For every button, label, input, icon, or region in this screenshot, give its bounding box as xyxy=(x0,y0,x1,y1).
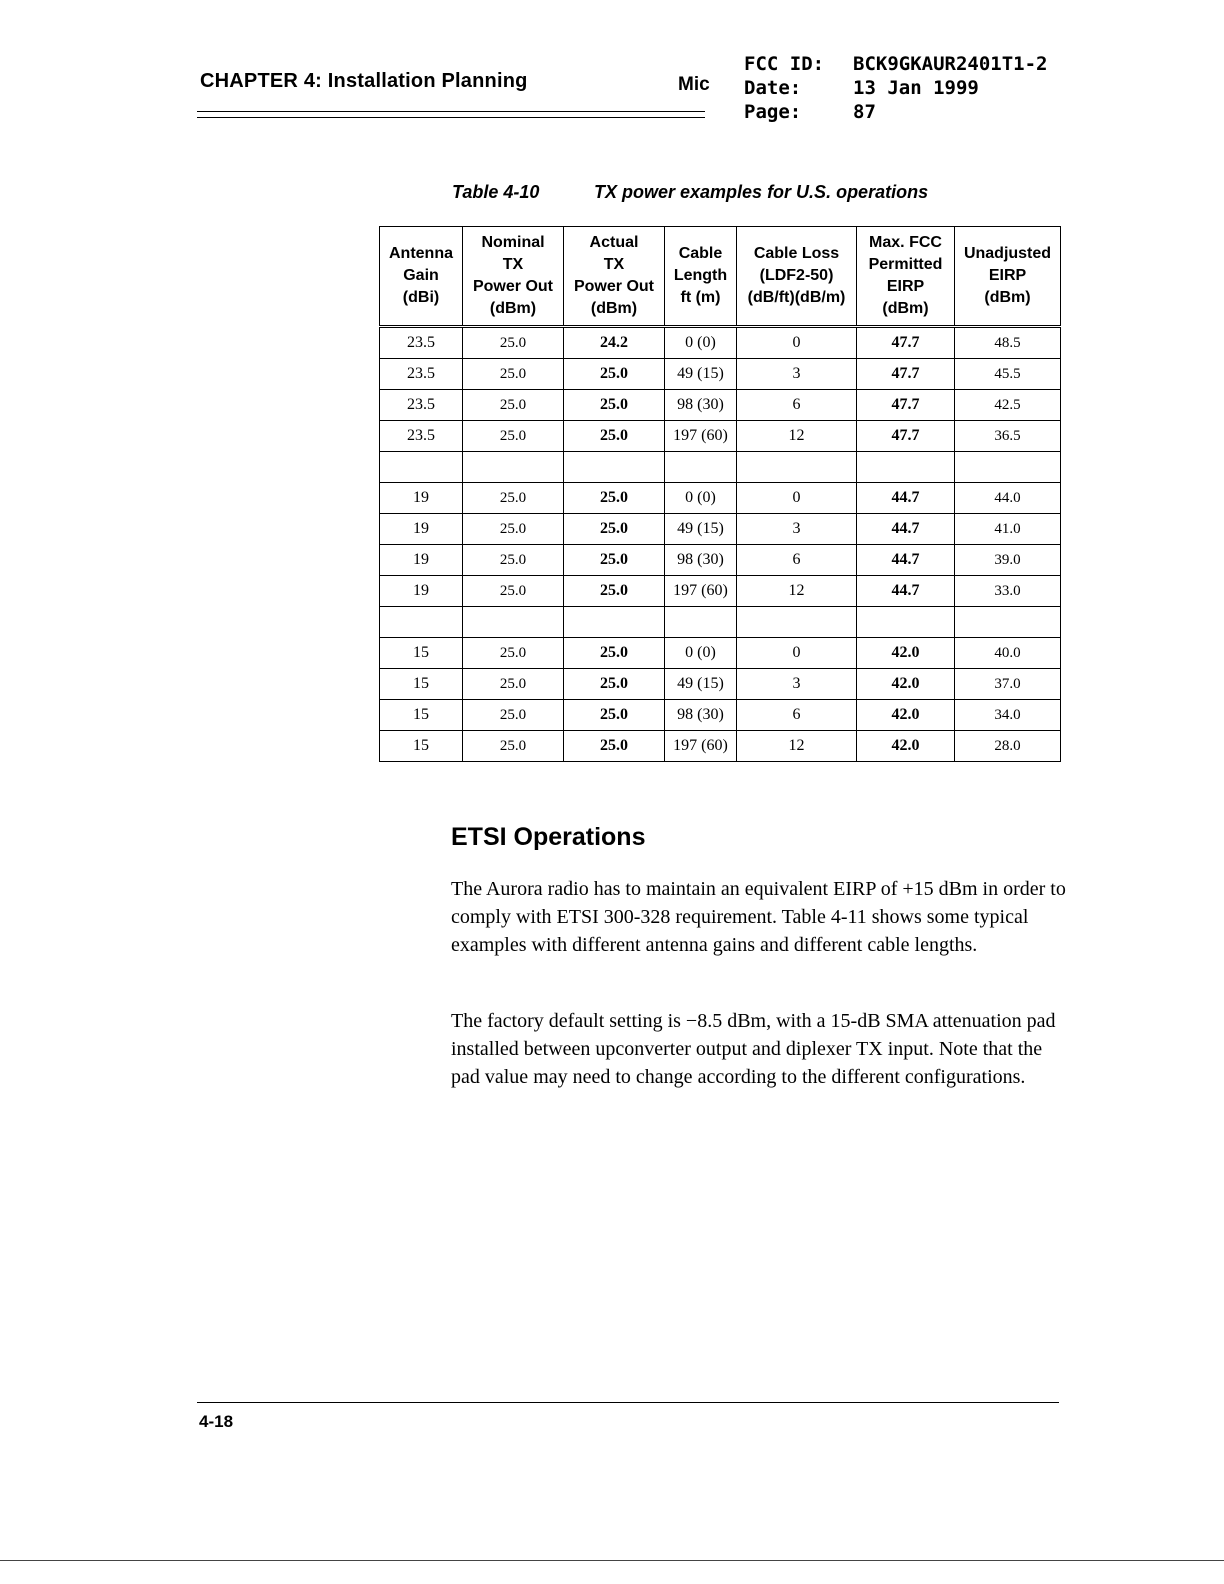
table-cell: 25.0 xyxy=(564,514,665,545)
date-value: 13 Jan 1999 xyxy=(853,77,979,99)
column-header xyxy=(857,227,955,327)
table-row xyxy=(380,390,1061,421)
table-caption xyxy=(452,182,928,203)
table-cell xyxy=(737,607,857,638)
table-cell: 25.0 xyxy=(564,545,665,576)
header-rule-top xyxy=(197,111,705,112)
table-cell: 44.7 xyxy=(857,514,955,545)
table-cell: 25.0 xyxy=(564,359,665,390)
table-cell: 25.0 xyxy=(463,731,564,762)
table-row xyxy=(380,421,1061,452)
table-cell: 25.0 xyxy=(564,731,665,762)
table-cell: 15 xyxy=(380,731,463,762)
page-value: 87 xyxy=(853,101,876,123)
column-header xyxy=(564,227,665,327)
table-cell: 25.0 xyxy=(463,421,564,452)
table-cell: 42.0 xyxy=(857,669,955,700)
table-cell: 0 xyxy=(737,327,857,359)
table-cell: 44.0 xyxy=(955,483,1061,514)
table-cell: 6 xyxy=(737,390,857,421)
table-cell: 15 xyxy=(380,638,463,669)
column-header-line: Unadjusted xyxy=(963,245,1052,262)
table-cell: 49 (15) xyxy=(665,669,737,700)
table-cell xyxy=(737,452,857,483)
table-header-row xyxy=(380,227,1061,327)
column-header-line: EIRP xyxy=(886,278,925,295)
table-cell xyxy=(665,607,737,638)
table-row xyxy=(380,452,1061,483)
column-header-line: (dBm) xyxy=(489,300,537,317)
table-cell: 19 xyxy=(380,576,463,607)
table-row xyxy=(380,731,1061,762)
column-header-line: Nominal xyxy=(481,234,545,251)
table-row xyxy=(380,483,1061,514)
table-cell: 25.0 xyxy=(564,483,665,514)
table-cell: 3 xyxy=(737,359,857,390)
table-cell xyxy=(380,607,463,638)
column-header xyxy=(463,227,564,327)
table-row xyxy=(380,638,1061,669)
table-cell: 197 (60) xyxy=(665,731,737,762)
header-rule-bottom xyxy=(197,117,705,118)
table-cell: 47.7 xyxy=(857,359,955,390)
table-cell: 34.0 xyxy=(955,700,1061,731)
table-cell: 25.0 xyxy=(463,576,564,607)
table-row xyxy=(380,576,1061,607)
page-label: Page: xyxy=(744,101,802,123)
column-header-line: Actual xyxy=(589,234,639,251)
table-cell: 0 (0) xyxy=(665,327,737,359)
table-cell: 28.0 xyxy=(955,731,1061,762)
column-header-line: Max. FCC xyxy=(869,234,942,251)
table-cell xyxy=(857,607,955,638)
table-cell: 23.5 xyxy=(380,327,463,359)
table-cell: 44.7 xyxy=(857,545,955,576)
table-cell: 15 xyxy=(380,669,463,700)
table-cell: 49 (15) xyxy=(665,359,737,390)
table-cell: 197 (60) xyxy=(665,421,737,452)
table-row xyxy=(380,327,1061,359)
table-cell: 19 xyxy=(380,545,463,576)
column-header-line: Permitted xyxy=(868,256,943,273)
table-cell: 25.0 xyxy=(463,545,564,576)
column-header-line: Antenna xyxy=(389,245,453,262)
table-cell: 3 xyxy=(737,669,857,700)
table-cell: 23.5 xyxy=(380,421,463,452)
table-cell: 12 xyxy=(737,731,857,762)
scan-edge-line xyxy=(0,1560,1224,1561)
table-cell: 47.7 xyxy=(857,327,955,359)
table-cell: 42.0 xyxy=(857,731,955,762)
table-row xyxy=(380,359,1061,390)
table-cell: 42.0 xyxy=(857,700,955,731)
table-cell: 197 (60) xyxy=(665,576,737,607)
column-header-line: TX xyxy=(502,256,524,273)
table-caption-number: Table 4-10 xyxy=(452,182,540,202)
table-cell: 24.2 xyxy=(564,327,665,359)
table-row xyxy=(380,700,1061,731)
column-header-line: (dBm) xyxy=(882,300,929,317)
table-cell: 98 (30) xyxy=(665,390,737,421)
table-cell: 0 xyxy=(737,483,857,514)
table-cell: 47.7 xyxy=(857,421,955,452)
table-body xyxy=(380,327,1061,762)
table-cell: 23.5 xyxy=(380,390,463,421)
footer-rule xyxy=(197,1402,1059,1403)
table-cell: 44.7 xyxy=(857,576,955,607)
table-cell: 25.0 xyxy=(564,576,665,607)
table-cell: 19 xyxy=(380,483,463,514)
column-header-line: EIRP xyxy=(988,267,1027,284)
table-cell: 42.5 xyxy=(955,390,1061,421)
table-cell xyxy=(380,452,463,483)
table-cell: 25.0 xyxy=(564,669,665,700)
column-header xyxy=(955,227,1061,327)
table-cell: 12 xyxy=(737,421,857,452)
table-cell: 0 (0) xyxy=(665,638,737,669)
table-cell: 25.0 xyxy=(564,638,665,669)
table-cell: 37.0 xyxy=(955,669,1061,700)
table-cell: 98 (30) xyxy=(665,545,737,576)
body-paragraph: The factory default setting is −8.5 dBm, with a 15-dB SMA attenuation pad installed between upconverter output and diplexer TX input. Note that the pad value may need to change according to the different configurations. xyxy=(451,1010,1056,1088)
table-cell: 12 xyxy=(737,576,857,607)
table-cell: 42.0 xyxy=(857,638,955,669)
column-header xyxy=(665,227,737,327)
table-cell xyxy=(564,452,665,483)
table-cell: 25.0 xyxy=(463,638,564,669)
table-cell xyxy=(463,452,564,483)
column-header xyxy=(380,227,463,327)
column-header-line: Gain xyxy=(403,267,439,284)
table-cell: 33.0 xyxy=(955,576,1061,607)
table-cell xyxy=(564,607,665,638)
table-cell xyxy=(955,452,1061,483)
column-header-line: (dBm) xyxy=(590,300,638,317)
page-number: 4-18 xyxy=(199,1412,234,1431)
table-cell xyxy=(665,452,737,483)
table-row xyxy=(380,514,1061,545)
column-header-line: Length xyxy=(673,267,728,284)
body-paragraph: The Aurora radio has to maintain an equivalent EIRP of +15 dBm in order to comply with ETSI 300-328 requirement. Table 4-11 shows some typical examples with different antenna gains and different cable lengths. xyxy=(451,878,1066,956)
tx-power-table xyxy=(379,226,1061,762)
table-cell: 25.0 xyxy=(463,390,564,421)
table-cell: 39.0 xyxy=(955,545,1061,576)
column-header-line: Cable xyxy=(678,245,723,262)
column-header-line: ft (m) xyxy=(680,289,721,306)
table-cell: 25.0 xyxy=(564,700,665,731)
table-cell: 25.0 xyxy=(463,483,564,514)
table-cell: 45.5 xyxy=(955,359,1061,390)
table-cell: 0 xyxy=(737,638,857,669)
table-cell: 98 (30) xyxy=(665,700,737,731)
section-heading: ETSI Operations xyxy=(451,823,646,851)
table-cell: 25.0 xyxy=(564,421,665,452)
date-label: Date: xyxy=(744,77,802,99)
chapter-title: CHAPTER 4: Installation Planning xyxy=(200,70,528,92)
table-cell: 6 xyxy=(737,545,857,576)
column-header-line: (dB/ft)(dB/m) xyxy=(747,289,846,306)
column-header-line: Power Out xyxy=(573,278,654,295)
table-cell: 25.0 xyxy=(463,514,564,545)
table-cell: 25.0 xyxy=(463,700,564,731)
table-cell: 6 xyxy=(737,700,857,731)
table-row xyxy=(380,607,1061,638)
table-cell: 49 (15) xyxy=(665,514,737,545)
table-cell: 19 xyxy=(380,514,463,545)
column-header-line: (LDF2-50) xyxy=(759,267,834,284)
table-caption-title: TX power examples for U.S. operations xyxy=(594,182,929,202)
table-cell: 3 xyxy=(737,514,857,545)
table-cell xyxy=(955,607,1061,638)
table-row xyxy=(380,669,1061,700)
table-cell: 0 (0) xyxy=(665,483,737,514)
table-cell: 48.5 xyxy=(955,327,1061,359)
table-cell: 44.7 xyxy=(857,483,955,514)
column-header-line: Power Out xyxy=(472,278,553,295)
table-row xyxy=(380,545,1061,576)
table-cell xyxy=(463,607,564,638)
table-cell: 15 xyxy=(380,700,463,731)
fcc-id-label: FCC ID: xyxy=(744,53,825,75)
column-header-line: TX xyxy=(603,256,625,273)
column-header-line: (dBm) xyxy=(984,289,1031,306)
column-header-line: (dBi) xyxy=(402,289,440,306)
column-header xyxy=(737,227,857,327)
table-cell: 25.0 xyxy=(564,390,665,421)
table-cell: 47.7 xyxy=(857,390,955,421)
table-cell: 40.0 xyxy=(955,638,1061,669)
fcc-id-value: BCK9GKAUR2401T1-2 xyxy=(853,53,1048,75)
table-cell: 25.0 xyxy=(463,359,564,390)
table-cell: 25.0 xyxy=(463,669,564,700)
table-cell xyxy=(857,452,955,483)
table-cell: 36.5 xyxy=(955,421,1061,452)
table-cell: 25.0 xyxy=(463,327,564,359)
column-header-line: Cable Loss xyxy=(753,245,840,262)
table-cell: 41.0 xyxy=(955,514,1061,545)
truncated-header-text: Mic xyxy=(678,74,710,95)
table-cell: 23.5 xyxy=(380,359,463,390)
